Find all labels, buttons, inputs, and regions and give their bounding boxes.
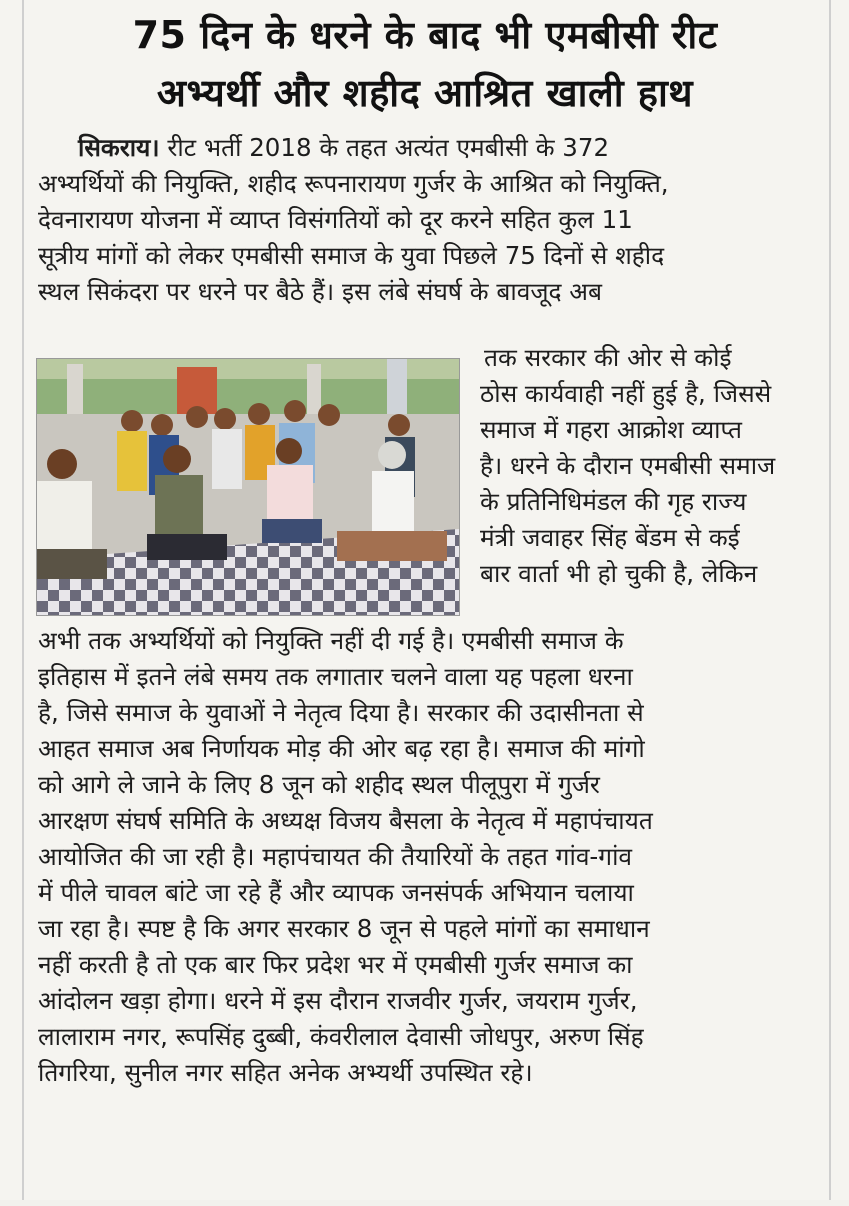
article-line: तक सरकार की ओर से कोई <box>484 343 732 372</box>
article-line: ठोस कार्यवाही नहीं हुई है, जिससे <box>480 379 772 408</box>
article-line: तिगरिया, सुनील नगर सहित अनेक अभ्यर्थी उपस्थित रहे। <box>38 1058 533 1087</box>
article-line: है, जिसे समाज के युवाओं ने नेतृत्व दिया है। सरकार की उदासीनता से <box>38 698 644 727</box>
article-line: आंदोलन खड़ा होगा। धरने में इस दौरान राजवीर गुर्जर, जयराम गुर्जर, <box>38 986 638 1015</box>
article-line: नहीं करती है तो एक बार फिर प्रदेश भर में एमबीसी गुर्जर समाज का <box>38 950 633 979</box>
article-line: इतिहास में इतने लंबे समय तक लगातार चलने वाला यह पहला धरना <box>38 662 633 691</box>
article-line: के प्रतिनिधिमंडल की गृह राज्य <box>480 487 747 516</box>
article-line: अभ्यर्थियों की नियुक्ति, शहीद रूपनारायण गुर्जर के आश्रित को नियुक्ति, <box>38 169 669 198</box>
article-line: मंत्री जवाहर सिंह बेंडम से कई <box>480 523 740 552</box>
protest-group-photo <box>36 358 460 616</box>
article-line: आरक्षण संघर्ष समिति के अध्यक्ष विजय बैसला के नेतृत्व में महापंचायत <box>38 806 653 835</box>
article-line-1: सिकराय। रीट भर्ती 2018 के तहत अत्यंत एमबीसी के 372 <box>78 133 610 162</box>
article-line: समाज में गहरा आक्रोश व्याप्त <box>480 415 743 444</box>
photo-illustration <box>37 359 459 615</box>
dateline: सिकराय। <box>78 133 160 162</box>
next-article-cut-off <box>30 1176 820 1206</box>
article-line: सूत्रीय मांगों को लेकर एमबीसी समाज के युवा पिछले 75 दिनों से शहीद <box>38 241 665 270</box>
article-line: देवनारायण योजना में व्याप्त विसंगतियों को दूर करने सहित कुल 11 <box>38 205 633 234</box>
headline-line-2: अभ्यर्थी और शहीद आश्रित खाली हाथ <box>156 71 694 115</box>
article-line: आहत समाज अब निर्णायक मोड़ की ओर बढ़ रहा है। समाज की मांगो <box>38 734 645 763</box>
page-edge-right <box>829 0 831 1200</box>
article-line: अभी तक अभ्यर्थियों को नियुक्ति नहीं दी गई है। एमबीसी समाज के <box>38 626 624 655</box>
page-edge-left <box>22 0 24 1200</box>
article-line: है। धरने के दौरान एमबीसी समाज <box>480 451 776 480</box>
article-line: में पीले चावल बांटे जा रहे हैं और व्यापक जनसंपर्क अभियान चलाया <box>38 878 634 907</box>
article-line: आयोजित की जा रही है। महापंचायत की तैयारियों के तहत गांव-गांव <box>38 842 633 871</box>
article-line: स्थल सिकंदरा पर धरने पर बैठे हैं। इस लंबे संघर्ष के बावजूद अब <box>38 277 602 306</box>
article-line: को आगे ले जाने के लिए 8 जून को शहीद स्थल पीलूपुरा में गुर्जर <box>38 770 600 799</box>
headline-line-1: 75 दिन के धरने के बाद भी एमबीसी रीट <box>132 13 718 57</box>
article-line: बार वार्ता भी हो चुकी है, लेकिन <box>480 559 758 588</box>
article-line: लालाराम नगर, रूपसिंह दुब्बी, कंवरीलाल देवासी जोधपुर, अरुण सिंह <box>38 1022 644 1051</box>
article-line: जा रहा है। स्पष्ट है कि अगर सरकार 8 जून से पहले मांगों का समाधान <box>38 914 650 943</box>
